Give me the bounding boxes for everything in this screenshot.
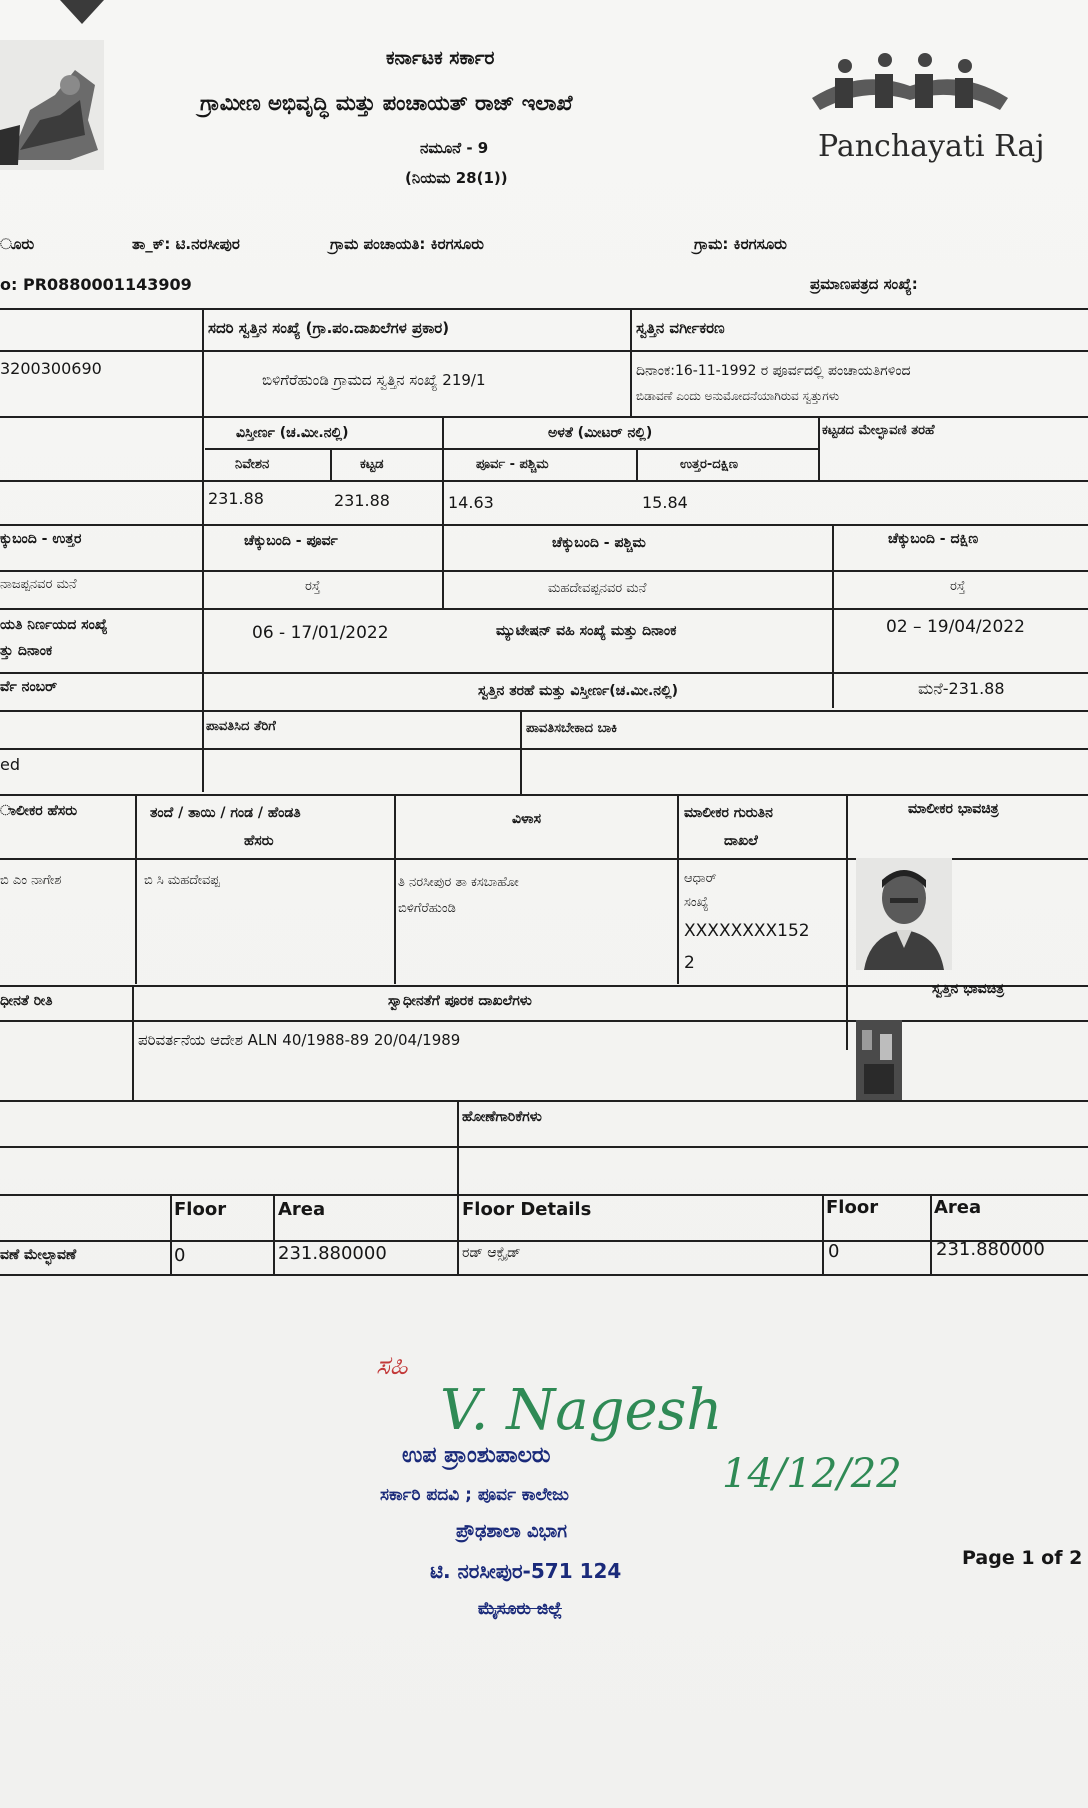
resolution-label-line2: ತ್ತು ದಿನಾಂಕ bbox=[0, 643, 53, 659]
rule-line bbox=[135, 794, 137, 984]
old-number-value: ಬಿಳಿಗೆರೆಹುಂಡಿ ಗ್ರಾಮದ ಸ್ವತ್ತಿನ ಸಂಖ್ಯೆ 219/1 bbox=[262, 371, 486, 389]
south-boundary-label: ಚೆಕ್ಕುಬಂದಿ - ದಕ್ಷಿಣ bbox=[888, 531, 979, 547]
survey-number-label: ರ್ವೆ ನಂಬರ್ bbox=[0, 679, 58, 695]
stamp-line-1: ಉಪ ಪ್ರಾಂಶುಪಾಲರು bbox=[402, 1443, 551, 1468]
form-number: ನಮೂನೆ - 9 bbox=[420, 139, 489, 157]
rule-line bbox=[818, 416, 820, 480]
page-number: Page 1 of 2 bbox=[962, 1547, 1083, 1569]
east-west-label: ಪೂರ್ವ - ಪಶ್ಚಿಮ bbox=[476, 457, 549, 472]
logo-text: Panchayati Raj bbox=[818, 129, 1045, 164]
site-area-value: 231.88 bbox=[208, 489, 264, 508]
rule-line bbox=[636, 448, 638, 480]
certificate-number-label: ಪ್ರಮಾಣಪತ್ರದ ಸಂಖ್ಯೆ: bbox=[810, 275, 918, 293]
property-photo bbox=[856, 1020, 902, 1100]
relation-label-line1: ತಂದೆ / ತಾಯಿ / ಗಂಡ / ಹೆಂಡತಿ bbox=[150, 805, 301, 821]
department-name: ಗ್ರಾಮೀಣ ಅಭಿವೃದ್ಧಿ ಮತ್ತು ಪಂಚಾಯತ್ ರಾಜ್ ಇಲಾಖೆ bbox=[200, 91, 573, 115]
rule-line bbox=[930, 1194, 932, 1274]
handwritten-signature: V. Nagesh bbox=[440, 1378, 723, 1443]
rule-line bbox=[0, 608, 1088, 610]
building-use-label: ಕಟ್ಟಡದ ಮೇಲ್ಛಾವಣಿ ತರಹೆ bbox=[822, 423, 935, 438]
karnataka-emblem-icon bbox=[0, 40, 104, 170]
owner-id-number: XXXXXXXX152 bbox=[684, 921, 810, 941]
tax-row-label: ed bbox=[0, 755, 20, 774]
north-boundary-label: ಕ್ಕುಬಂದಿ - ಉತ್ತರ bbox=[0, 531, 82, 547]
resolution-value: 06 - 17/01/2022 bbox=[252, 623, 389, 643]
relation-label-line2: ಹೆಸರು bbox=[244, 833, 274, 849]
south-boundary: ರಸ್ತೆ bbox=[950, 579, 966, 594]
classification-line2: ಬಿಡಾವಣೆ ಎಂದು ಅನುಮೋದನೆಯಾಗಿರುವ ಸ್ವತ್ತುಗಳು bbox=[636, 389, 840, 403]
tax-due-label: ಪಾವತಿಸಬೇಕಾದ ಬಾಕಿ bbox=[526, 721, 618, 736]
property-id: o: PR0880001143909 bbox=[0, 275, 192, 294]
owner-name-label: ಾಲೀಕರ ಹೆಸರು bbox=[0, 803, 78, 819]
rule-line bbox=[520, 710, 522, 794]
owner-name: ಬಿ ಎಂ ನಾಗೇಶ bbox=[0, 873, 62, 888]
rule-line bbox=[170, 1194, 172, 1274]
rule-line bbox=[394, 794, 396, 984]
rule-line bbox=[0, 524, 1088, 526]
stamp-line-5: ಮೈಸೂರು ಜಿಲ್ಲೆ bbox=[478, 1599, 562, 1619]
possession-docs-label: ಸ್ವಾಧೀನತೆಗೆ ಪೂರಕ ದಾಖಲೆಗಳು bbox=[388, 993, 532, 1009]
people-chain-icon bbox=[800, 48, 1030, 118]
owner-photo-label: ಮಾಲೀಕರ ಭಾವಚಿತ್ರ bbox=[908, 801, 999, 817]
tenants-label: ಹೋಣೆಗಾರಿಕೆಗಳು bbox=[462, 1109, 542, 1125]
rule-line bbox=[630, 308, 632, 416]
owner-id-label-line2: ದಾಖಲೆ bbox=[724, 833, 758, 849]
property-type-label: ಸ್ವತ್ತಿನ ತರಹೆ ಮತ್ತು ವಿಸ್ತೀರ್ಣ(ಚ.ಮೀ.ನಲ್ಲಿ) bbox=[478, 683, 679, 699]
property-photo-label: ಸ್ವತ್ತಿನ ಭಾವಚಿತ್ರ bbox=[932, 981, 1005, 997]
floor-header-right: Floor bbox=[826, 1197, 879, 1218]
address-label: ವಿಳಾಸ bbox=[512, 811, 542, 827]
taluk: ತಾ_ಕ್: ಟಿ.ನರಸೀಪುರ bbox=[132, 235, 240, 253]
signature-date: 14/12/22 bbox=[722, 1451, 902, 1497]
rule-line bbox=[0, 1240, 1088, 1242]
stamp-line-4: ಟಿ. ನರಸೀಪುರ-571 124 bbox=[430, 1559, 622, 1583]
roof-value: ರಡ್ ಆಕ್ಸೈಡ್ bbox=[462, 1245, 521, 1261]
rule-line bbox=[202, 308, 204, 792]
owner-id-label-line1: ಮಾಲೀಕರ ಗುರುತಿನ bbox=[684, 805, 773, 821]
rule-line bbox=[457, 1100, 459, 1274]
rule-line bbox=[0, 570, 1088, 572]
signature-scribble: ಸಹಿ bbox=[376, 1351, 408, 1381]
owner-id-number-label: ಸಂಖ್ಯೆ bbox=[684, 895, 709, 910]
rule-line bbox=[0, 480, 1088, 482]
rule-reference: (ನಿಯಮ 28(1)) bbox=[405, 169, 508, 187]
area-header-right: Area bbox=[934, 1197, 982, 1218]
site-label: ನಿವೇಶನ bbox=[235, 457, 270, 472]
gram-panchayat: ಗ್ರಾಮ ಪಂಚಾಯತಿ: ಕಿರಗಸೂರು bbox=[330, 235, 484, 253]
possession-docs-value: ಪರಿವರ್ತನೆಯ ಆದೇಶ ALN 40/1988-89 20/04/1989 bbox=[138, 1031, 461, 1049]
building-label: ಕಟ್ಟಡ bbox=[360, 457, 384, 472]
stamp-line-2: ಸರ್ಕಾರಿ ಪದವಿ ; ಪೂರ್ವ ಕಾಲೇಜು bbox=[380, 1485, 569, 1505]
rule-line bbox=[846, 794, 848, 1050]
rule-line bbox=[273, 1194, 275, 1274]
roof-type-label: ವಣೆ ಮೇಲ್ಛಾವಣೆ bbox=[0, 1247, 77, 1263]
east-boundary-label: ಚೆಕ್ಕುಬಂದಿ - ಪೂರ್ವ bbox=[244, 533, 338, 549]
west-boundary-label: ಚೆಕ್ಕುಬಂದಿ - ಪಶ್ಚಿಮ bbox=[552, 535, 646, 551]
rule-line bbox=[0, 672, 1088, 674]
rule-line bbox=[0, 1274, 1088, 1276]
rule-line bbox=[0, 1146, 1088, 1148]
owner-address-line1: ತಿ ನರಸೀಪುರ ತಾ ಕಸಬಾಹೋ bbox=[398, 875, 519, 890]
village: ಗ್ರಾಮ: ಕಿರಗಸೂರು bbox=[694, 235, 787, 253]
rule-line bbox=[330, 448, 332, 480]
area-header-left: Area bbox=[278, 1199, 326, 1220]
classification-line1: ದಿನಾಂಕ:16-11-1992 ರ ಪೂರ್ವದಲ್ಲಿ ಪಂಚಾಯತಿಗಳಿಂದ bbox=[636, 363, 911, 379]
rule-line bbox=[0, 350, 1088, 352]
mutation-label: ಮ್ಯುಟೇಷನ್ ವಹಿ ಸಂಖ್ಯೆ ಮತ್ತು ದಿನಾಂಕ bbox=[496, 623, 677, 639]
rule-line bbox=[442, 416, 444, 608]
rule-line bbox=[132, 985, 134, 1100]
district: ೂರು bbox=[0, 235, 35, 253]
mutation-value: 02 – 19/04/2022 bbox=[886, 617, 1025, 637]
east-west-value: 14.63 bbox=[448, 493, 494, 512]
east-boundary: ರಸ್ತೆ bbox=[305, 579, 321, 594]
owner-id-number-tail: 2 bbox=[684, 953, 695, 973]
resolution-label-line1: ಯತಿ ನಿರ್ಣಯದ ಸಂಖ್ಯೆ bbox=[0, 617, 108, 633]
north-south-value: 15.84 bbox=[642, 493, 688, 512]
rule-line bbox=[0, 1020, 1088, 1022]
id-number: 3200300690 bbox=[0, 359, 102, 378]
rule-line bbox=[822, 1194, 824, 1274]
north-south-label: ಉತ್ತರ-ದಕ್ಷಿಣ bbox=[680, 457, 739, 472]
government-name: ಕರ್ನಾಟಕ ಸರ್ಕಾರ bbox=[386, 47, 495, 69]
west-boundary: ಮಹದೇವಪ್ಪನವರ ಮನೆ bbox=[548, 581, 647, 596]
rule-line bbox=[205, 448, 820, 450]
right-floor-value: 0 bbox=[828, 1241, 840, 1262]
rule-line bbox=[0, 985, 1088, 987]
area-label: ವಿಸ್ತೀರ್ಣ (ಚ.ಮೀ.ನಲ್ಲಿ) bbox=[236, 425, 349, 441]
rule-line bbox=[677, 794, 679, 984]
rule-line bbox=[0, 308, 1088, 310]
floor-details-header: Floor Details bbox=[462, 1199, 592, 1220]
rule-line bbox=[0, 748, 1088, 750]
owner-photo bbox=[856, 858, 952, 970]
old-number-label: ಸದರಿ ಸ್ವತ್ತಿನ ಸಂಖ್ಯೆ (ಗ್ರಾ.ಪಂ.ದಾಖಲೆಗಳ ಪ್ರಕಾರ) bbox=[208, 319, 450, 337]
rule-line bbox=[832, 524, 834, 708]
possession-method-label: ಧೀನತೆ ರೀತಿ bbox=[0, 993, 53, 1009]
building-area-value: 231.88 bbox=[334, 491, 390, 510]
relation-name: ಬಿ ಸಿ ಮಹದೇವಪ್ಪ bbox=[144, 873, 220, 888]
property-type-value: ಮನೆ-231.88 bbox=[918, 679, 1005, 698]
rule-line bbox=[0, 1194, 1088, 1196]
owner-id-type: ಆಧಾರ್ bbox=[684, 871, 717, 886]
rule-line bbox=[0, 794, 1088, 796]
right-area-value: 231.880000 bbox=[936, 1239, 1045, 1260]
north-boundary: ನಾಜಪ್ಪನವರ ಮನೆ bbox=[0, 577, 77, 592]
rule-line bbox=[0, 416, 1088, 418]
left-floor-value: 0 bbox=[174, 1245, 186, 1266]
folded-corner bbox=[60, 0, 104, 24]
floor-header-left: Floor bbox=[174, 1199, 227, 1220]
panchayati-raj-logo bbox=[800, 48, 1045, 168]
tax-paid-label: ಪಾವತಿಸಿದ ತೆರಿಗೆ bbox=[206, 719, 276, 734]
rule-line bbox=[0, 710, 1088, 712]
classification-label: ಸ್ವತ್ತಿನ ವರ್ಗೀಕರಣ bbox=[636, 319, 725, 337]
left-area-value: 231.880000 bbox=[278, 1243, 387, 1264]
rule-line bbox=[0, 1100, 1088, 1102]
stamp-line-3: ಪ್ರೌಢಶಾಲಾ ವಿಭಾಗ bbox=[456, 1521, 567, 1542]
owner-address-line2: ಬಿಳಿಗೆರೆಹುಂಡಿ bbox=[398, 901, 456, 916]
dimension-label: ಅಳತೆ (ಮೀಟರ್ ನಲ್ಲಿ) bbox=[548, 425, 653, 441]
